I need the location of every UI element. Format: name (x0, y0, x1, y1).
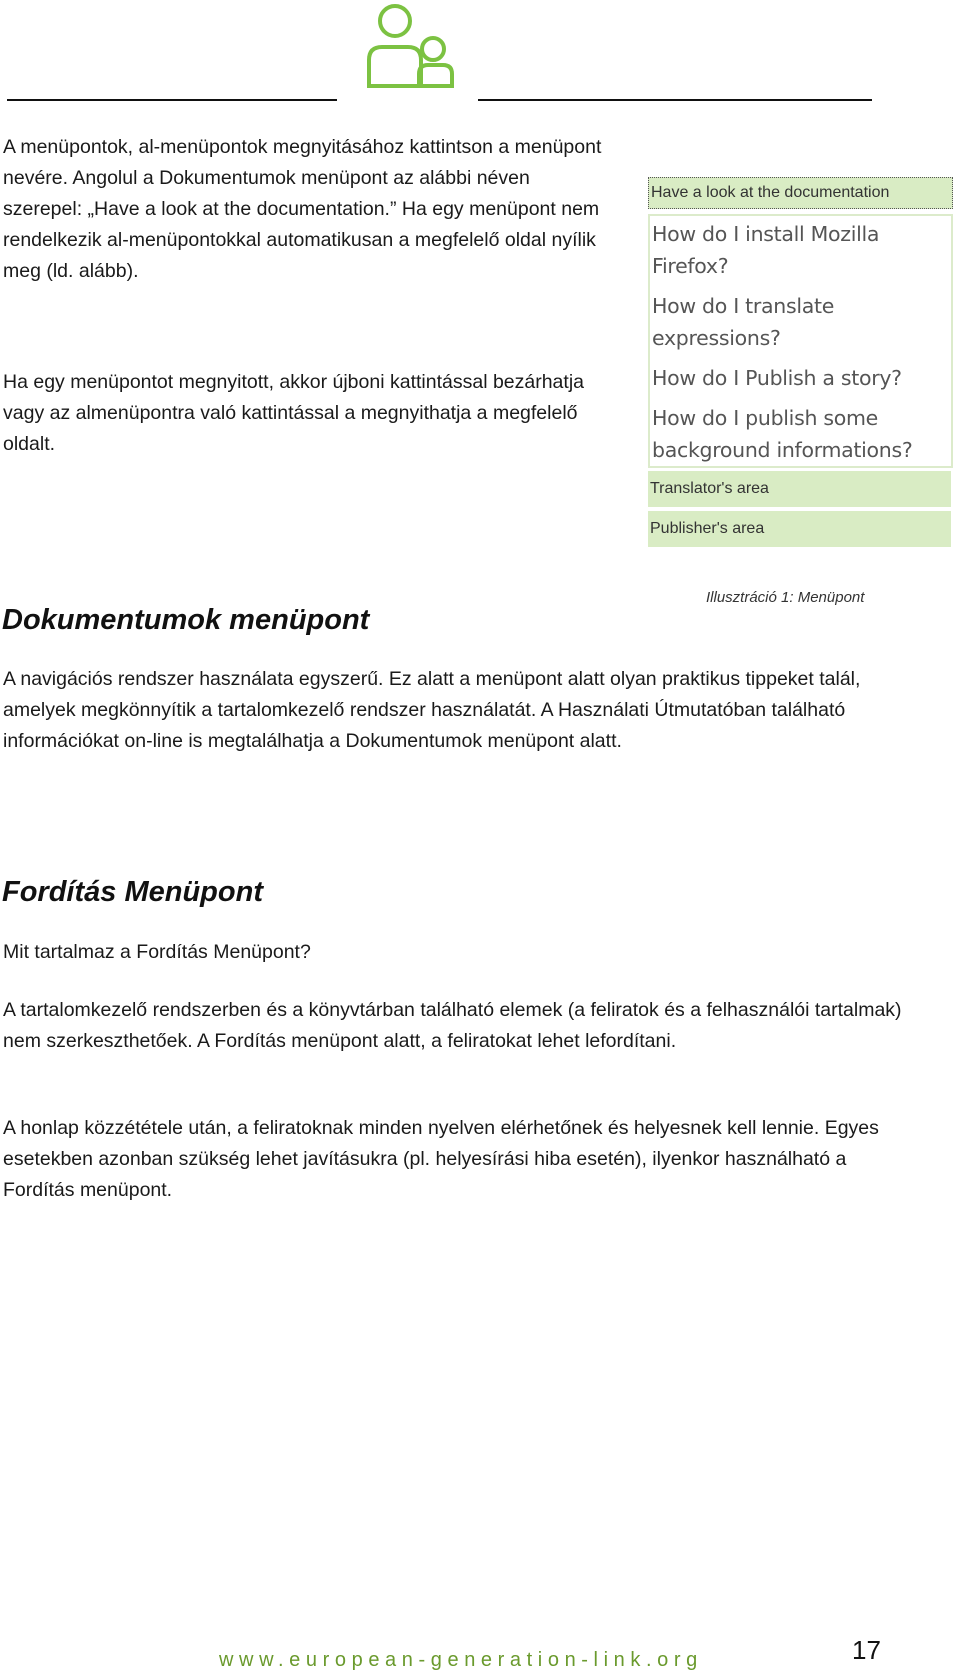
menu-item-translators-area[interactable]: Translator's area (648, 471, 951, 507)
documents-paragraph: A navigációs rendszer használata egyszerű. Ez alatt a menüpont alatt olyan praktikus tippeket talál, amelyek megkönnyítik a tartalomkezelő rendszer használatát. A Használati Útmutatóban található információkat on-line is megtalálhatja a Dokumentumok menüpont alatt. (3, 668, 861, 752)
submenu-item-translate[interactable]: How do I translate expressions? (652, 294, 835, 350)
section-heading-documents: Dokumentumok menüpont (2, 604, 370, 636)
translation-paragraph-1: A tartalomkezelő rendszerben és a könyvtárban található elemek (a feliratok és a felhasználói tartalmak) nem szerkeszthetőek. A Fordítás menüpont alatt, a feliratokat lehet lefordítani. (3, 999, 902, 1052)
menu-item-documentation[interactable]: Have a look at the documentation (648, 177, 953, 209)
submenu-list (648, 214, 953, 468)
submenu-item-install-firefox[interactable]: How do I install Mozilla Firefox? (652, 222, 880, 278)
submenu-item-background-info[interactable]: How do I publish some background informations? (652, 406, 913, 462)
intro-paragraph-1: A menüpontok, al-menüpontok megnyitásához kattintson a menüpont nevére. Angolul a Dokumentumok menüpont az alábbi néven szerepel: „Have a look at the documentation.” Ha egy menüpont nem rendelkezik al-menüpontokkal automatikusan a megfelelő oldal nyílik meg (ld. alább). (3, 136, 602, 282)
menu-item-publishers-area[interactable]: Publisher's area (648, 511, 951, 547)
menu-illustration (648, 177, 953, 551)
submenu-item-publish-story[interactable]: How do I Publish a story? (652, 366, 902, 390)
illustration-caption: Illusztráció 1: Menüpont (706, 589, 865, 606)
header-rule-right (478, 99, 872, 101)
page-number: 17 (852, 1635, 881, 1665)
translation-question: Mit tartalmaz a Fordítás Menüpont? (3, 941, 311, 963)
translation-paragraph-2: A honlap közzététele után, a feliratoknak minden nyelven elérhetőnek és helyesnek kell lennie. Egyes esetekben azonban szükség lehet javításukra (pl. helyesírási hiba esetén), ilyenkor használható a Fordítás menüpont. (3, 1117, 879, 1201)
intro-paragraph-2: Ha egy menüpontot megnyitott, akkor újboni kattintással bezárhatja vagy az almenüpontra való kattintással a megnyithatja a megfelelő oldalt. (3, 371, 585, 455)
section-heading-translation: Fordítás Menüpont (2, 876, 263, 908)
header-rule-left (7, 99, 337, 101)
footer-url: www.european-generation-link.org (219, 1649, 703, 1671)
two-people-icon (364, 2, 456, 90)
